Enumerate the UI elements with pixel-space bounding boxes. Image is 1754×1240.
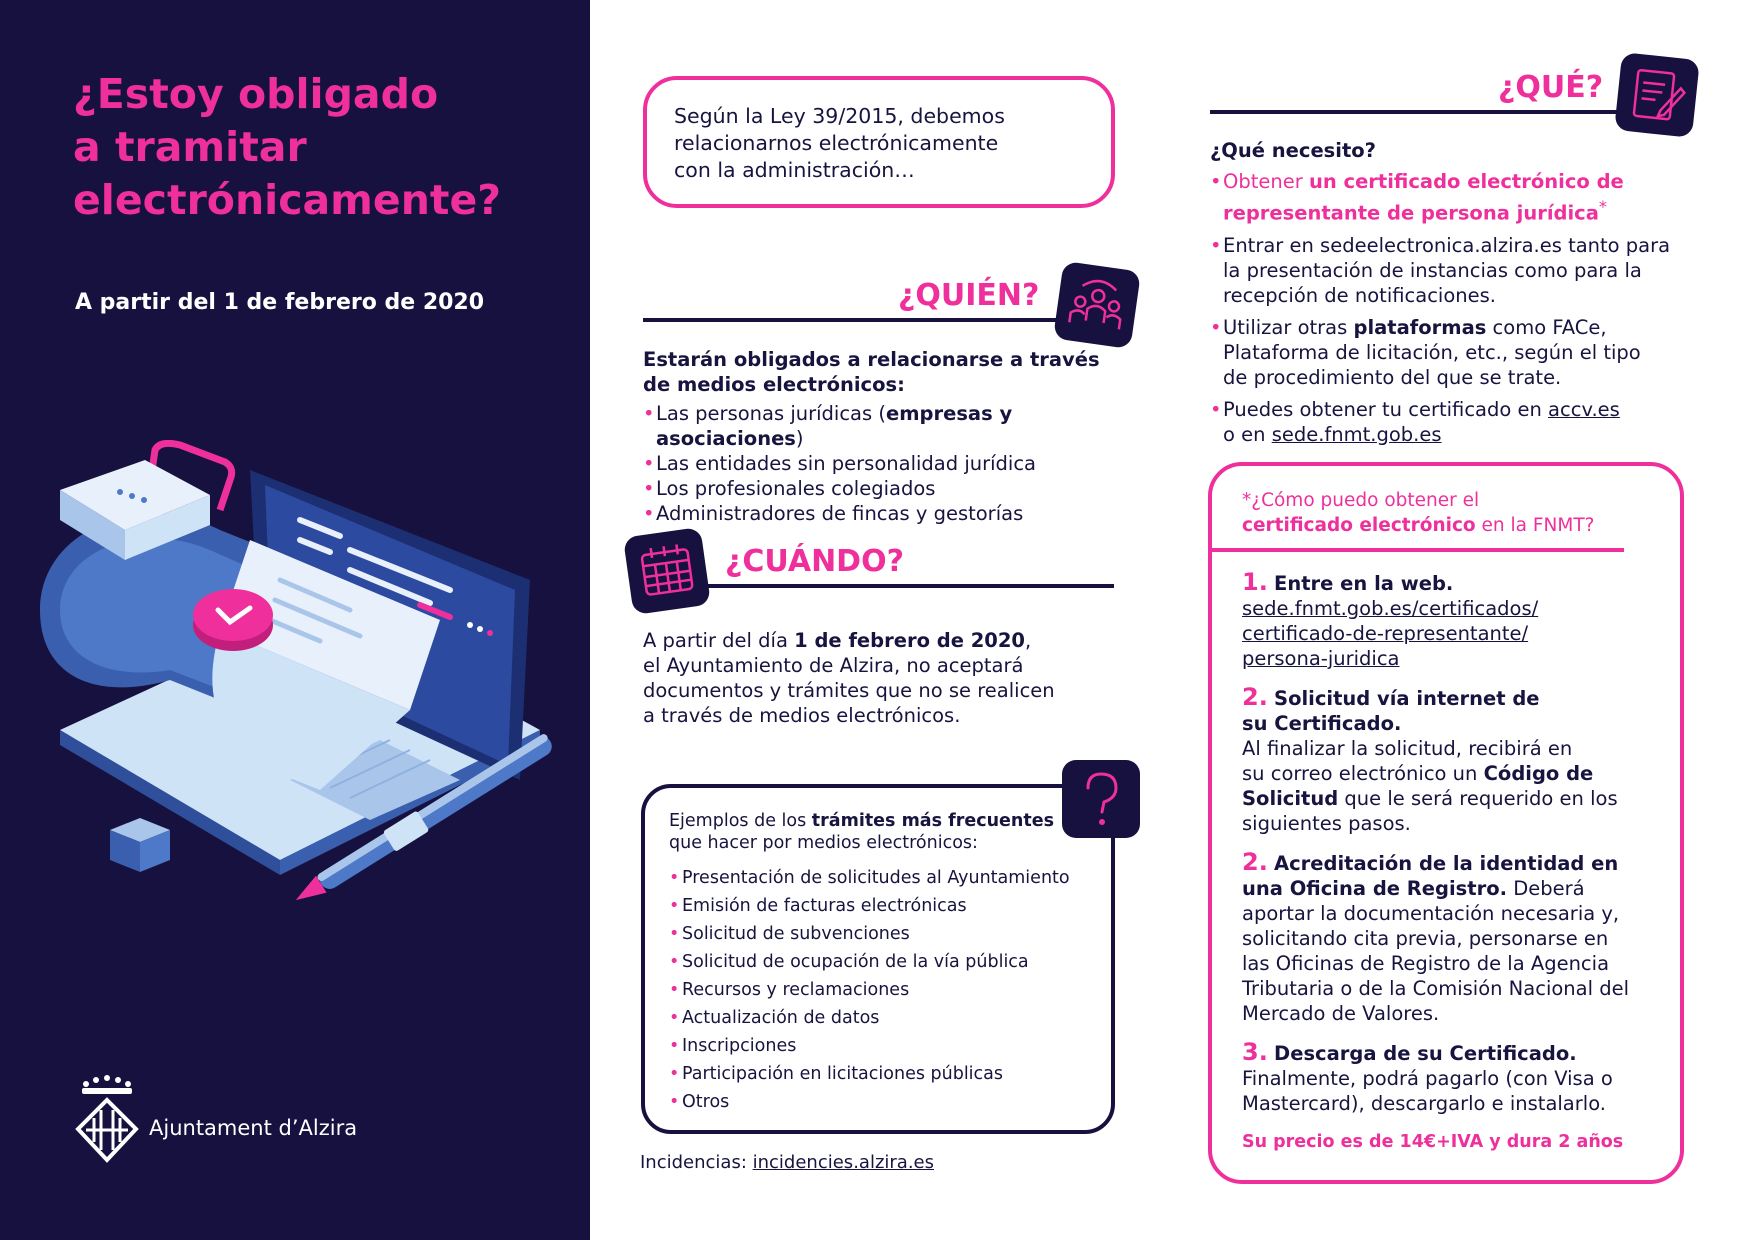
list-item: • Las entidades sin personalidad jurídica [643,451,1163,476]
list-item: • Entrar en sedeelectronica.alzira.es tanto para la presentación de instancias como para la recepción de notificaciones. [1210,233,1690,308]
accv-link[interactable]: accv.es [1548,397,1620,421]
list-item: • Puedes obtener tu certificado en accv.es o en sede.fnmt.gob.es [1210,397,1690,447]
intro-box [643,76,1115,208]
page-subtitle: A partir del 1 de febrero de 2020 [75,290,485,315]
ejemplos-list [669,864,1070,1116]
list-item: • Obtener un certificado electrónico de representante de persona jurídica* [1210,169,1690,226]
list-item: • Presentación de solicitudes al Ayuntamiento [669,864,1070,892]
intro-text-line: con la administración… [674,158,915,182]
list-item: • Inscripciones [669,1032,1070,1060]
cuando-content: A partir del día 1 de febrero de 2020, el Ayuntamiento de Alzira, no aceptará documentos y trámites que no se realicen a través de medios electrónicos. [643,629,1055,727]
fnmt-question: *¿Cómo puedo obtener el certificado electrónico en la FNMT? [1242,490,1595,536]
left-panel [0,0,590,1240]
fnmt-box [1208,462,1684,1184]
list-item: • Utilizar otras plataformas como FACe, Plataforma de licitación, etc., según el tipo de procedimiento del que se trate. [1210,315,1690,390]
step-4: 3. Descarga de su Certificado. Finalmente, podrá pagarlo (con Visa o Mastercard), descargarlo e instalarlo. [1242,1038,1613,1115]
list-item: • Las personas jurídicas (empresas y asociaciones) [643,401,1163,451]
que-subheading: ¿Qué necesito? [1210,139,1376,162]
list-item: • Actualización de datos [669,1004,1070,1032]
quien-heading: ¿QUIÉN? [898,278,1040,313]
document-pen-icon [1614,52,1700,138]
list-item: • Solicitud de subvenciones [669,920,1070,948]
list-item: • Otros [669,1088,1070,1116]
ejemplos-intro: Ejemplos de los trámites más frecuentes que hacer por medios electrónicos: [669,811,1055,853]
step-3: 2. Acreditación de la identidad en una Oficina de Registro. Deberá aportar la documentación necesaria y, solicitando cita previa, personarse en las Oficinas de Registro de la Agencia Tributaria o de la Comisión Nacional del Mercado de Valores. [1242,848,1630,1025]
laptop-illustration [20,440,580,960]
ejemplos-box [641,784,1115,1134]
quien-rule [643,318,1063,322]
fnmt-step1-link[interactable]: sede.fnmt.gob.es/certificados/ certificado-de-representante/ persona-juridica [1242,597,1539,670]
step-2: 2. Solicitud vía internet de su Certificado. Al finalizar la solicitud, recibirá en su correo electrónico un Código de Solicitud que le será requerido en los siguientes pasos. [1242,683,1618,835]
intro-text-line: Según la Ley 39/2015, debemos [674,104,1005,128]
step-1: 1. Entre en la web. sede.fnmt.gob.es/certificados/ certificado-de-representante/ persona-juridica [1242,568,1539,670]
calendar-icon [623,527,711,615]
logo-text: Ajuntament d’Alzira [149,1116,358,1140]
fnmt-rule [1212,548,1624,552]
coat-of-arms-icon [72,1074,142,1164]
price-note: Su precio es de 14€+IVA y dura 2 años [1242,1132,1624,1152]
page-title: ¿Estoy obligado a tramitar electrónicamente? [73,70,502,224]
list-item: • Participación en licitaciones públicas [669,1060,1070,1088]
list-item: • Los profesionales colegiados [643,476,1163,501]
list-item: • Recursos y reclamaciones [669,976,1070,1004]
list-item: • Emisión de facturas electrónicas [669,892,1070,920]
incidencias-link[interactable]: incidencies.alzira.es [752,1152,934,1173]
question-icon [1062,760,1140,838]
cuando-rule [706,584,1114,588]
incidencias: Incidencias: incidencies.alzira.es [640,1152,934,1173]
fnmt-link[interactable]: sede.fnmt.gob.es [1271,422,1442,446]
cuando-heading: ¿CUÁNDO? [725,544,904,579]
quien-lead: Estarán obligados a relacionarse a través de medios electrónicos: [643,348,1100,396]
people-icon [1053,261,1141,349]
quien-content [643,347,1163,526]
intro-text-line: relacionarnos electrónicamente [674,131,999,155]
ajuntament-logo [72,1074,392,1164]
que-heading: ¿QUÉ? [1498,70,1604,105]
que-content [1210,138,1690,447]
list-item: • Administradores de fincas y gestorías [643,501,1163,526]
que-rule [1210,110,1630,114]
list-item: • Solicitud de ocupación de la vía pública [669,948,1070,976]
